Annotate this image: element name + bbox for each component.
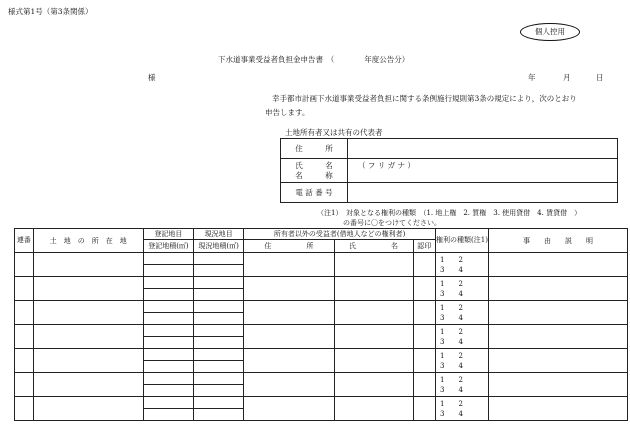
registry-area-cell[interactable]	[143, 337, 193, 349]
current-type-cell[interactable]	[194, 325, 244, 337]
reason-cell[interactable]	[488, 301, 627, 325]
right-kind-options-1-2[interactable]: 1 2	[440, 327, 463, 336]
note-1: （注1） 対象となる権利の種類 （1. 地上権 2. 質権 3. 使用貸借 4. 賃貸借 ）	[317, 209, 582, 217]
registry-area-header: 登記地積(㎡)	[143, 240, 193, 253]
current-type-cell[interactable]	[194, 277, 244, 289]
current-area-cell[interactable]	[194, 361, 244, 373]
registry-type-cell[interactable]	[143, 325, 193, 337]
name-field[interactable]	[348, 159, 618, 183]
registry-type-cell[interactable]	[143, 253, 193, 265]
reason-cell[interactable]	[488, 373, 627, 397]
date-day: 日	[596, 73, 604, 82]
location-cell[interactable]	[33, 277, 143, 301]
reason-cell[interactable]	[488, 349, 627, 373]
registry-type-cell[interactable]	[143, 397, 193, 409]
reason-cell[interactable]	[488, 397, 627, 421]
current-area-cell[interactable]	[194, 385, 244, 397]
table-row	[15, 253, 628, 265]
right-kind-options-1-2[interactable]: 1 2	[440, 303, 463, 312]
beneficiary-address-cell[interactable]	[244, 373, 334, 397]
serial-cell[interactable]	[15, 325, 34, 349]
beneficiary-address-cell[interactable]	[244, 325, 334, 349]
date-month: 月	[563, 73, 571, 82]
serial-header: 連番	[15, 229, 34, 253]
other-beneficiary-header: 所有者以外の受益者(借地人などの権利者)	[244, 229, 436, 240]
note-2: の番号に〇をつけてください。	[343, 219, 441, 227]
right-kind-cell[interactable]	[436, 349, 489, 373]
current-type-header: 現況地目	[194, 229, 244, 240]
serial-cell[interactable]	[15, 277, 34, 301]
current-area-cell[interactable]	[194, 337, 244, 349]
registry-type-cell[interactable]	[143, 373, 193, 385]
right-kind-options-1-2[interactable]: 1 2	[440, 375, 463, 384]
serial-cell[interactable]	[15, 301, 34, 325]
beneficiary-name-cell[interactable]	[334, 325, 413, 349]
beneficiary-address-cell[interactable]	[244, 277, 334, 301]
current-type-cell[interactable]	[194, 373, 244, 385]
seal-cell[interactable]	[413, 349, 435, 373]
seal-header: 認印	[413, 240, 435, 253]
serial-cell[interactable]	[15, 373, 34, 397]
seal-cell[interactable]	[413, 325, 435, 349]
table-row	[15, 397, 628, 409]
right-kind-options-3-4[interactable]: 3 4	[440, 265, 463, 274]
registry-type-cell[interactable]	[143, 349, 193, 361]
addressee-suffix: 様	[148, 73, 156, 82]
beneficiary-name-header: 氏 名	[334, 240, 413, 253]
right-kind-options-1-2[interactable]: 1 2	[440, 255, 463, 264]
current-type-cell[interactable]	[194, 349, 244, 361]
reason-cell[interactable]	[488, 277, 627, 301]
address-field[interactable]	[348, 139, 618, 159]
current-area-header: 現況地積(㎡)	[194, 240, 244, 253]
table-row	[15, 277, 628, 289]
date-year: 年	[528, 73, 536, 82]
reason-cell[interactable]	[488, 325, 627, 349]
beneficiary-name-cell[interactable]	[334, 349, 413, 373]
beneficiary-name-cell[interactable]	[334, 397, 413, 421]
beneficiary-address-cell[interactable]	[244, 349, 334, 373]
serial-cell[interactable]	[15, 349, 34, 373]
current-type-cell[interactable]	[194, 301, 244, 313]
reason-cell[interactable]	[488, 253, 627, 277]
right-kind-options-3-4[interactable]: 3 4	[440, 409, 463, 418]
seal-cell[interactable]	[413, 253, 435, 277]
registry-type-cell[interactable]	[143, 301, 193, 313]
beneficiary-address-header: 住 所	[244, 240, 334, 253]
current-area-cell[interactable]	[194, 313, 244, 325]
location-cell[interactable]	[33, 373, 143, 397]
current-type-cell[interactable]	[194, 253, 244, 265]
right-kind-header: 権利の種類(注1)	[436, 229, 489, 253]
registry-area-cell[interactable]	[143, 409, 193, 421]
beneficiary-name-cell[interactable]	[334, 301, 413, 325]
table-row	[15, 325, 628, 337]
right-kind-cell[interactable]	[436, 325, 489, 349]
location-header: 土 地 の 所 在 地	[33, 229, 143, 253]
beneficiary-address-cell[interactable]	[244, 397, 334, 421]
location-cell[interactable]	[33, 349, 143, 373]
right-kind-cell[interactable]	[436, 397, 489, 421]
form-title: 下水道事業受益者負担金申告書 （ 年度公告分）	[218, 55, 410, 64]
current-area-cell[interactable]	[194, 289, 244, 301]
seal-cell[interactable]	[413, 373, 435, 397]
table-row	[15, 301, 628, 313]
right-kind-cell[interactable]	[436, 373, 489, 397]
intro-text-line1: 幸手都市計画下水道事業受益者負担に関する条例施行規則第3条の規定により，次のとおり	[272, 94, 577, 103]
table-row	[15, 349, 628, 361]
owner-table	[280, 138, 618, 203]
phone-field[interactable]	[348, 183, 618, 203]
right-kind-options-3-4[interactable]: 3 4	[440, 289, 463, 298]
reason-header: 事 由 説 明	[488, 229, 627, 253]
right-kind-options-1-2[interactable]: 1 2	[440, 351, 463, 360]
seal-cell[interactable]	[413, 301, 435, 325]
registry-area-cell[interactable]	[143, 313, 193, 325]
right-kind-cell[interactable]	[436, 277, 489, 301]
right-kind-options-1-2[interactable]: 1 2	[440, 399, 463, 408]
beneficiary-name-cell[interactable]	[334, 277, 413, 301]
location-cell[interactable]	[33, 301, 143, 325]
seal-cell[interactable]	[413, 397, 435, 421]
current-area-cell[interactable]	[194, 409, 244, 421]
beneficiary-name-cell[interactable]	[334, 373, 413, 397]
registry-type-header: 登記地目	[143, 229, 193, 240]
intro-text-line2: 申告します。	[265, 108, 310, 117]
right-kind-options-3-4[interactable]: 3 4	[440, 361, 463, 370]
serial-cell[interactable]	[15, 253, 34, 277]
right-kind-options-3-4[interactable]: 3 4	[440, 337, 463, 346]
right-kind-options-3-4[interactable]: 3 4	[440, 313, 463, 322]
owner-caption: 土地所有者又は共有の代表者	[285, 128, 383, 137]
registry-area-cell[interactable]	[143, 385, 193, 397]
beneficiary-address-cell[interactable]	[244, 253, 334, 277]
beneficiary-name-cell[interactable]	[334, 253, 413, 277]
current-area-cell[interactable]	[194, 265, 244, 277]
registry-area-cell[interactable]	[143, 361, 193, 373]
right-kind-cell[interactable]	[436, 301, 489, 325]
right-kind-options-3-4[interactable]: 3 4	[440, 385, 463, 394]
location-cell[interactable]	[33, 325, 143, 349]
table-row	[15, 373, 628, 385]
form-number: 様式第1号（第3条関係）	[8, 7, 93, 16]
registry-area-cell[interactable]	[143, 289, 193, 301]
seal-cell[interactable]	[413, 277, 435, 301]
address-label: 住 所	[281, 139, 348, 159]
right-kind-cell[interactable]	[436, 253, 489, 277]
beneficiary-address-cell[interactable]	[244, 301, 334, 325]
furigana-hint: （ フ リ ガ ナ ）	[358, 161, 415, 170]
registry-type-cell[interactable]	[143, 277, 193, 289]
beneficiary-table	[14, 228, 628, 421]
phone-label: 電 話 番 号	[281, 183, 348, 203]
location-cell[interactable]	[33, 253, 143, 277]
personal-copy-stamp: 個人控用	[520, 23, 580, 41]
current-type-cell[interactable]	[194, 397, 244, 409]
location-cell[interactable]	[33, 397, 143, 421]
registry-area-cell[interactable]	[143, 265, 193, 277]
name-label: 氏 名 名 称	[281, 159, 348, 183]
right-kind-options-1-2[interactable]: 1 2	[440, 279, 463, 288]
serial-cell[interactable]	[15, 397, 34, 421]
